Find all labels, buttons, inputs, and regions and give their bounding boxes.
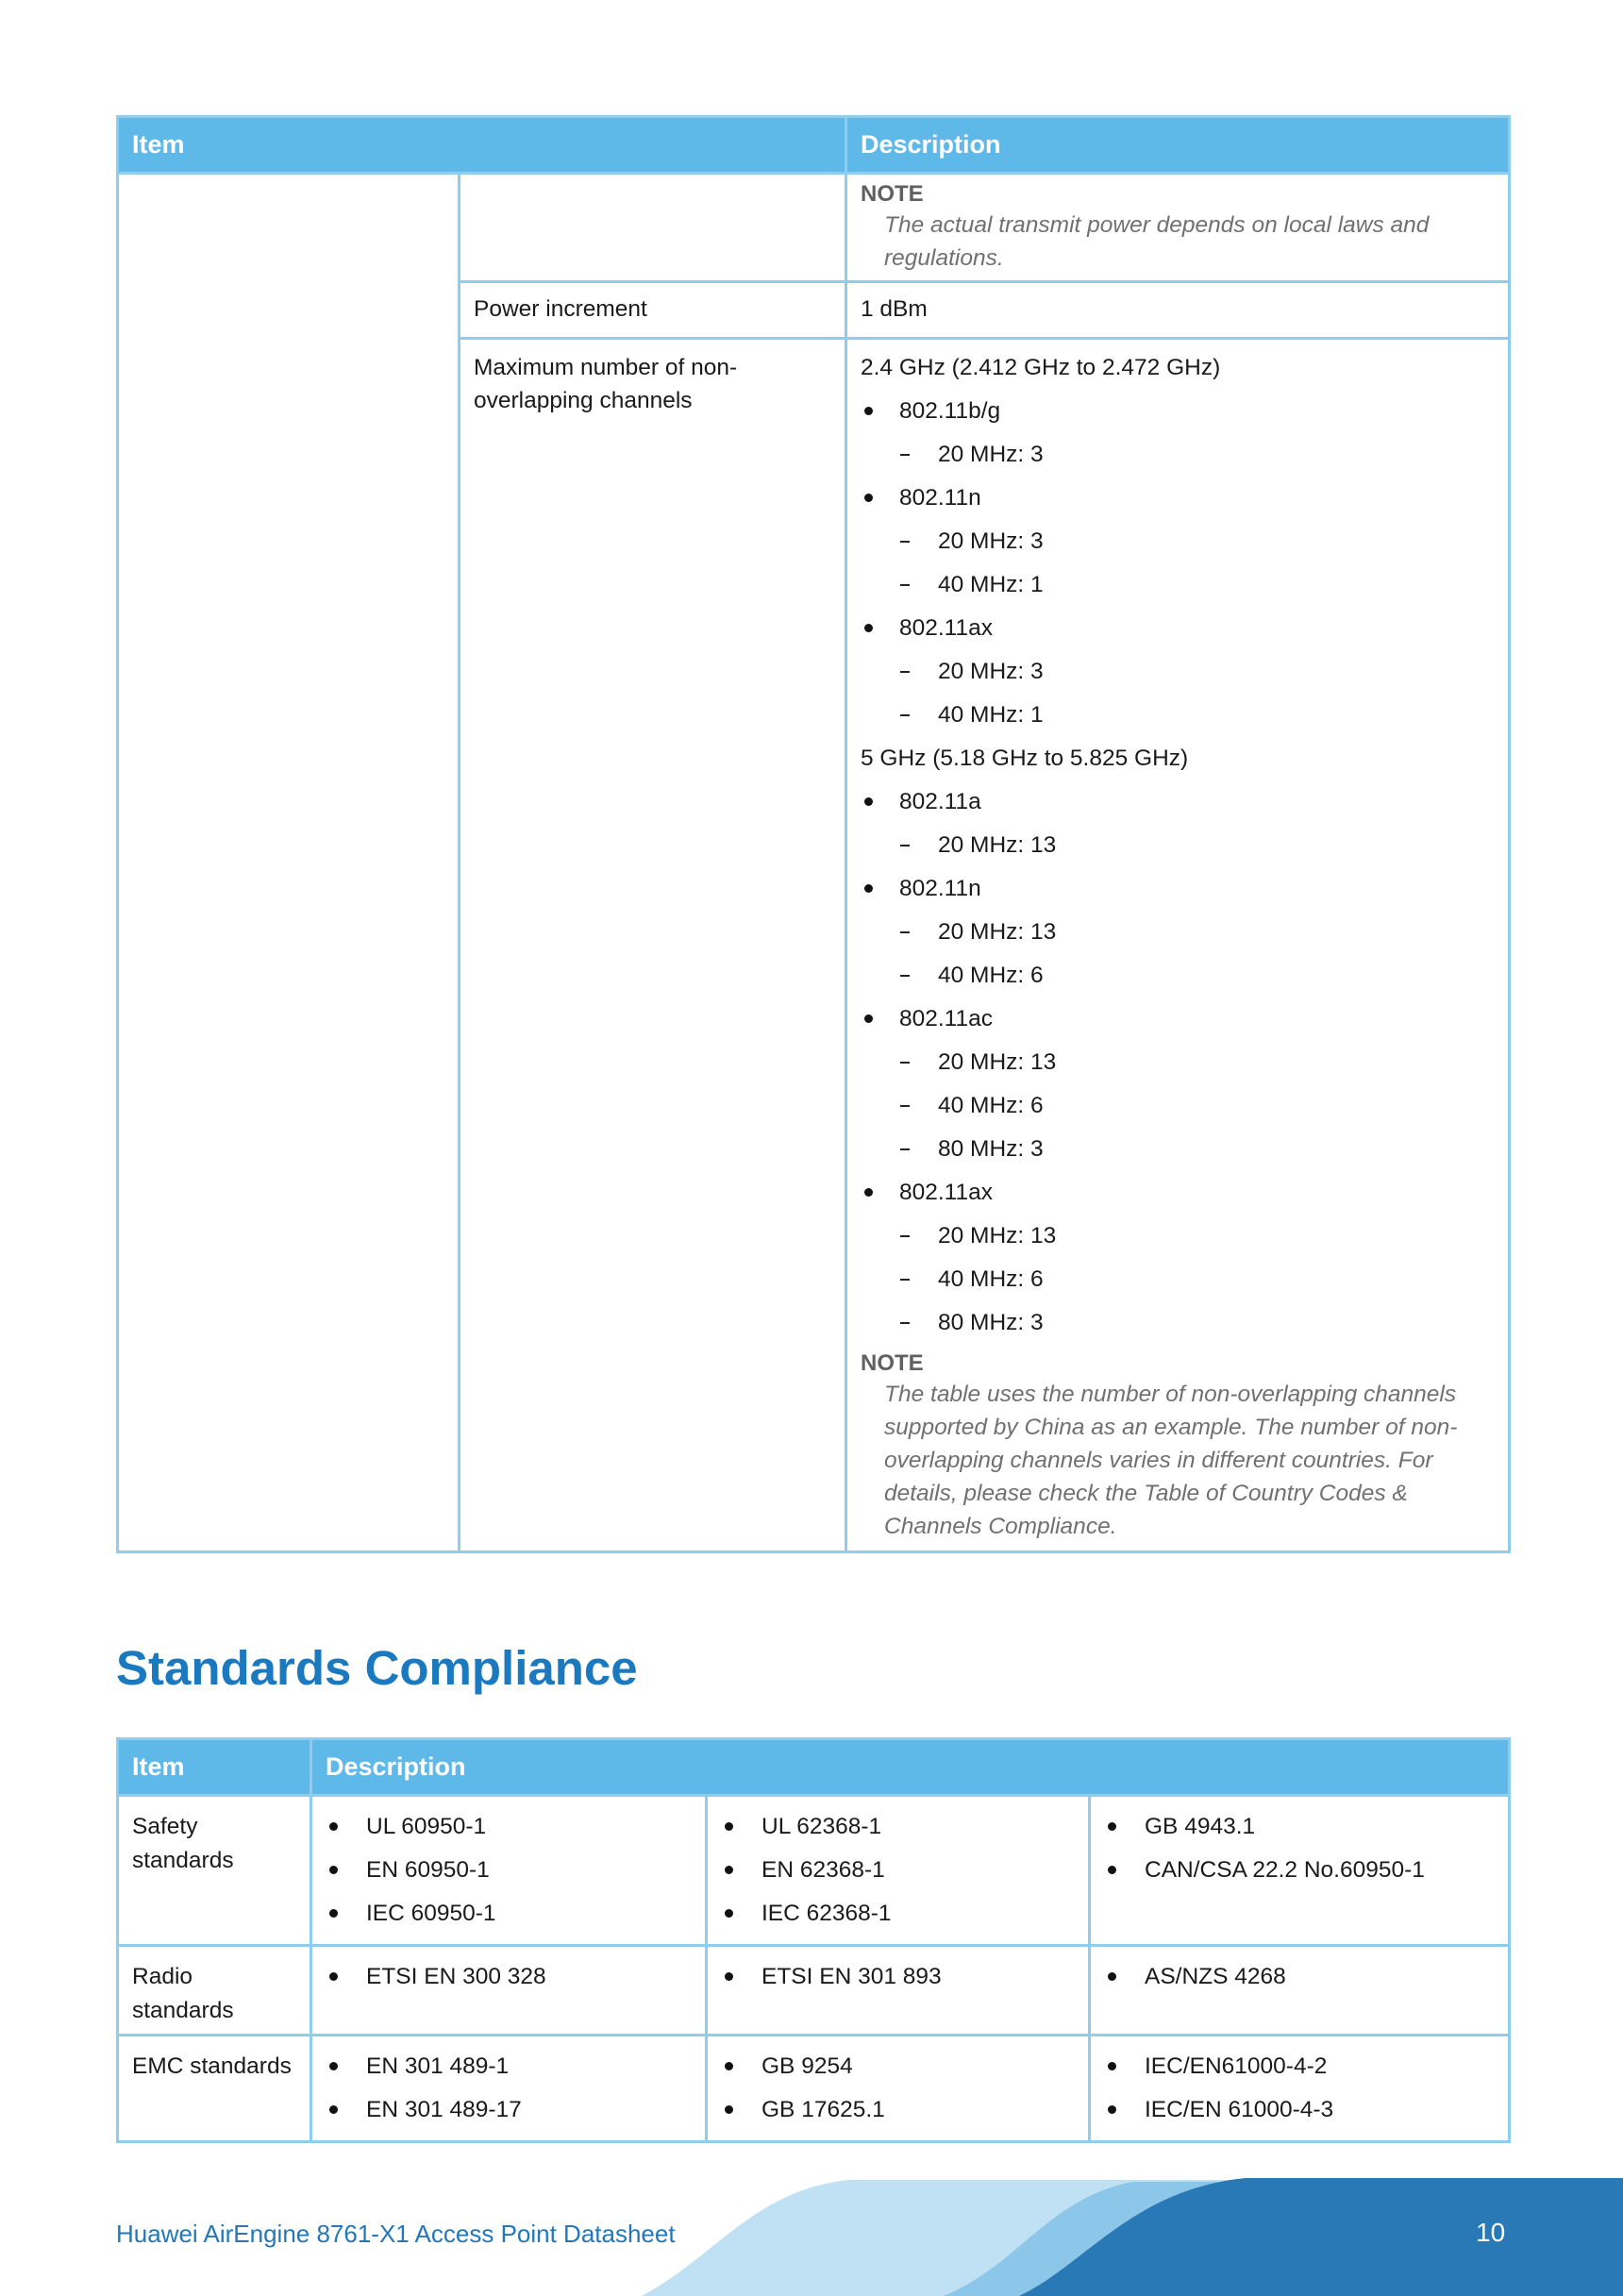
standards-table bbox=[116, 1737, 1511, 2143]
list-item: IEC/EN61000-4-2 bbox=[1104, 2050, 1495, 2083]
header-description: Description bbox=[311, 1739, 1510, 1796]
list-item: UL 60950-1 bbox=[326, 1810, 692, 1843]
table-row bbox=[118, 1796, 1510, 1946]
header-item: Item bbox=[118, 1739, 311, 1796]
safety-col-1 bbox=[311, 1796, 707, 1946]
list-subitem: 80 MHz: 3 bbox=[861, 1132, 1495, 1165]
band-24-title: 2.4 GHz (2.412 GHz to 2.472 GHz) bbox=[861, 355, 1221, 380]
header-item: Item bbox=[118, 117, 846, 174]
emc-col-2 bbox=[707, 2036, 1090, 2142]
note-cell bbox=[846, 174, 1510, 282]
list-item: 802.11ac bbox=[861, 1002, 1495, 1035]
note-text: The table uses the number of non-overlapping channels supported by China as an example. The number of non-overlapping channels varies in different countries. For details, please check the Table of Country Codes & Channels Compliance. bbox=[884, 1382, 1458, 1539]
list-item: ETSI EN 300 328 bbox=[326, 1960, 692, 1993]
list-subitem: 40 MHz: 1 bbox=[861, 698, 1495, 731]
table-header-row bbox=[118, 117, 1510, 174]
list-item: GB 9254 bbox=[721, 2050, 1075, 2083]
list-item: AS/NZS 4268 bbox=[1104, 1960, 1495, 1993]
list-subitem: 20 MHz: 13 bbox=[861, 915, 1495, 948]
radio-col-1 bbox=[311, 1946, 707, 2036]
footer-title: Huawei AirEngine 8761-X1 Access Point Datasheet bbox=[116, 2220, 676, 2248]
list-subitem: 80 MHz: 3 bbox=[861, 1306, 1495, 1339]
note-text: The actual transmit power depends on local laws and regulations. bbox=[884, 212, 1430, 271]
list-subitem: 40 MHz: 6 bbox=[861, 1263, 1495, 1296]
list-item: 802.11ax bbox=[861, 1176, 1495, 1209]
radio-label: Radio standards bbox=[118, 1946, 311, 2036]
emc-col-1 bbox=[311, 2036, 707, 2142]
list-item: 802.11n bbox=[861, 872, 1495, 905]
list-item: 802.11a bbox=[861, 785, 1495, 818]
channels-description bbox=[846, 339, 1510, 1552]
safety-col-2 bbox=[707, 1796, 1090, 1946]
list-subitem: 40 MHz: 6 bbox=[861, 1089, 1495, 1122]
table-row bbox=[118, 2036, 1510, 2142]
header-description: Description bbox=[846, 117, 1510, 174]
list-item: EN 62368-1 bbox=[721, 1853, 1075, 1886]
list-subitem: 20 MHz: 13 bbox=[861, 1219, 1495, 1252]
table-row bbox=[118, 1946, 1510, 2036]
emc-col-3 bbox=[1090, 2036, 1510, 2142]
list-item: 802.11n bbox=[861, 481, 1495, 514]
table-row bbox=[118, 174, 1510, 282]
radio-col-3 bbox=[1090, 1946, 1510, 2036]
list-subitem: 40 MHz: 1 bbox=[861, 568, 1495, 601]
list-item: GB 17625.1 bbox=[721, 2093, 1075, 2126]
power-increment-label: Power increment bbox=[460, 282, 846, 339]
list-item: IEC/EN 61000-4-3 bbox=[1104, 2093, 1495, 2126]
list-item: 802.11b/g bbox=[861, 394, 1495, 427]
list-item: GB 4943.1 bbox=[1104, 1810, 1495, 1843]
note-title: NOTE bbox=[861, 181, 924, 207]
safety-label: Safety standards bbox=[118, 1796, 311, 1946]
radio-col-2 bbox=[707, 1946, 1090, 2036]
page-number: 10 bbox=[1476, 2218, 1506, 2247]
list-subitem: 20 MHz: 3 bbox=[861, 438, 1495, 471]
list-subitem: 20 MHz: 13 bbox=[861, 1046, 1495, 1079]
section-title: Standards Compliance bbox=[116, 1641, 638, 1695]
table-header-row bbox=[118, 1739, 1510, 1796]
item-cell-empty bbox=[118, 174, 460, 1552]
list-item: IEC 60950-1 bbox=[326, 1897, 692, 1930]
band-5-title: 5 GHz (5.18 GHz to 5.825 GHz) bbox=[861, 746, 1189, 771]
list-item: CAN/CSA 22.2 No.60950-1 bbox=[1104, 1853, 1495, 1886]
list-subitem: 40 MHz: 6 bbox=[861, 959, 1495, 992]
list-subitem: 20 MHz: 3 bbox=[861, 525, 1495, 558]
power-increment-value: 1 dBm bbox=[846, 282, 1510, 339]
subitem-cell-empty bbox=[460, 174, 846, 282]
list-item: ETSI EN 301 893 bbox=[721, 1960, 1075, 1993]
list-item: 802.11ax bbox=[861, 612, 1495, 645]
note-title: NOTE bbox=[861, 1350, 924, 1376]
safety-col-3 bbox=[1090, 1796, 1510, 1946]
emc-label: EMC standards bbox=[118, 2036, 311, 2142]
list-item: EN 301 489-17 bbox=[326, 2093, 692, 2126]
spec-table bbox=[116, 115, 1511, 1553]
list-item: IEC 62368-1 bbox=[721, 1897, 1075, 1930]
list-item: EN 60950-1 bbox=[326, 1853, 692, 1886]
channels-label: Maximum number of non-overlapping channels bbox=[460, 339, 846, 1552]
list-item: UL 62368-1 bbox=[721, 1810, 1075, 1843]
list-item: EN 301 489-1 bbox=[326, 2050, 692, 2083]
list-subitem: 20 MHz: 13 bbox=[861, 829, 1495, 862]
list-subitem: 20 MHz: 3 bbox=[861, 655, 1495, 688]
